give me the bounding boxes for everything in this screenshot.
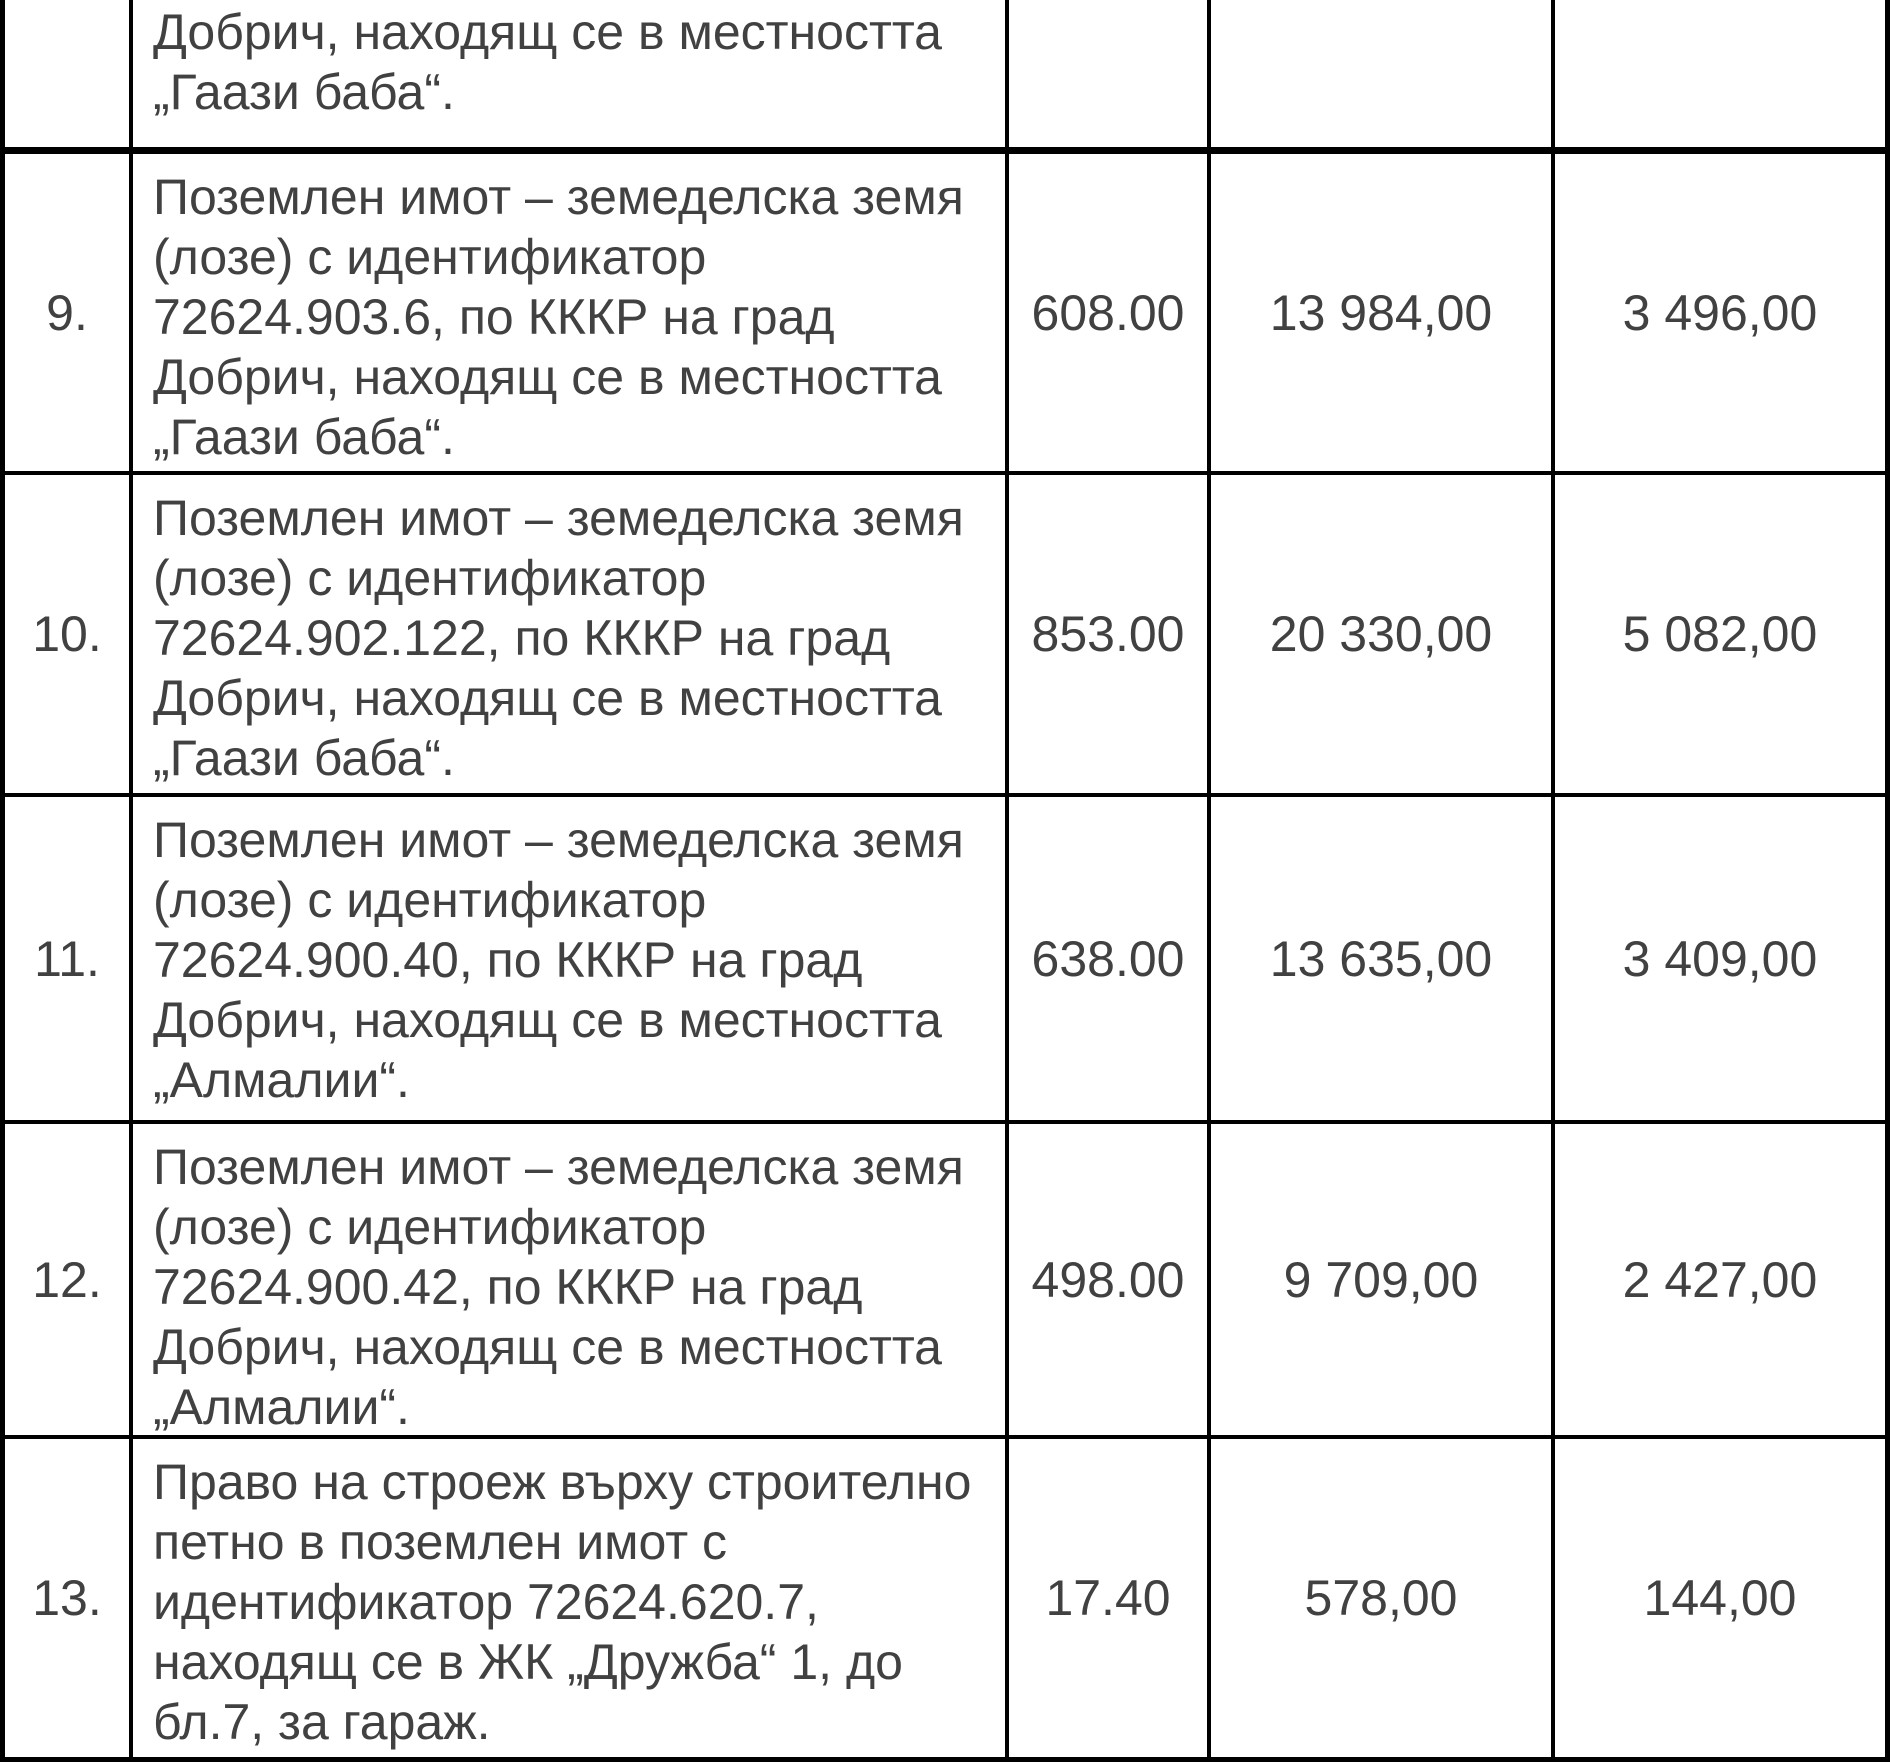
description-cell <box>133 1439 1009 1757</box>
row-number-cell: 13. <box>5 1439 133 1757</box>
value-cell: 578,00 <box>1211 1439 1555 1757</box>
description-cell <box>133 797 1009 1120</box>
area-cell: 853.00 <box>1009 475 1211 793</box>
description-cell <box>133 154 1009 471</box>
table-row <box>5 475 1885 797</box>
description-line: (лозе) с идентификатор <box>153 550 707 606</box>
description-line: Право на строеж върху строително <box>153 1454 972 1510</box>
description-line: „Гаази баба“. <box>153 409 455 465</box>
table-row <box>5 0 1885 154</box>
description-cell <box>133 1124 1009 1435</box>
table-row <box>5 797 1885 1124</box>
area-cell: 17.40 <box>1009 1439 1211 1757</box>
value-cell: 20 330,00 <box>1211 475 1555 793</box>
description-line: 72624.902.122, по КККР на град <box>153 610 891 666</box>
description-line: „Алмалии“. <box>153 1052 410 1108</box>
description-line: „Гаази баба“. <box>153 730 455 786</box>
description-line: 72624.900.42, по КККР на град <box>153 1259 863 1315</box>
value-cell: 5 082,00 <box>1555 475 1885 793</box>
value-cell <box>1211 0 1555 147</box>
description-cell <box>133 475 1009 793</box>
description-line: Добрич, находящ се в местността <box>153 4 942 60</box>
value-cell: 2 427,00 <box>1555 1124 1885 1435</box>
description-line: (лозе) с идентификатор <box>153 872 707 928</box>
row-number-cell <box>5 0 133 147</box>
value-cell: 13 984,00 <box>1211 154 1555 471</box>
description-line: „Алмалии“. <box>153 1379 410 1435</box>
table-row <box>5 1124 1885 1439</box>
description-line: идентификатор 72624.620.7, <box>153 1574 819 1630</box>
description-line: Добрич, находящ се в местността <box>153 670 942 726</box>
area-cell: 608.00 <box>1009 154 1211 471</box>
area-cell <box>1009 0 1211 147</box>
description-line: (лозе) с идентификатор <box>153 1199 707 1255</box>
area-cell: 498.00 <box>1009 1124 1211 1435</box>
description-line: бл.7, за гараж. <box>153 1694 491 1750</box>
description-line: Поземлен имот – земеделска земя <box>153 812 964 868</box>
table-row <box>5 154 1885 475</box>
description-line: Добрич, находящ се в местността <box>153 1319 942 1375</box>
description-line: петно в поземлен имот с <box>153 1514 728 1570</box>
description-line: Добрич, находящ се в местността <box>153 349 942 405</box>
description-line: Добрич, находящ се в местността <box>153 992 942 1048</box>
value-cell: 3 409,00 <box>1555 797 1885 1120</box>
row-number-cell: 12. <box>5 1124 133 1435</box>
description-line: 72624.900.40, по КККР на град <box>153 932 863 988</box>
table-row <box>5 1439 1885 1757</box>
description-line: (лозе) с идентификатор <box>153 229 707 285</box>
row-number-cell: 9. <box>5 154 133 471</box>
description-line: Поземлен имот – земеделска земя <box>153 490 964 546</box>
description-line: Поземлен имот – земеделска земя <box>153 1139 964 1195</box>
value-cell: 3 496,00 <box>1555 154 1885 471</box>
description-line: Поземлен имот – земеделска земя <box>153 169 964 225</box>
description-line: находящ се в ЖК „Дружба“ 1, до <box>153 1634 903 1690</box>
description-line: „Гаази баба“. <box>153 64 455 120</box>
value-cell: 9 709,00 <box>1211 1124 1555 1435</box>
row-number-cell: 10. <box>5 475 133 793</box>
value-cell <box>1555 0 1885 147</box>
row-number-cell: 11. <box>5 797 133 1120</box>
description-cell <box>133 0 1009 147</box>
area-cell: 638.00 <box>1009 797 1211 1120</box>
value-cell: 13 635,00 <box>1211 797 1555 1120</box>
description-line: 72624.903.6, по КККР на град <box>153 289 835 345</box>
value-cell: 144,00 <box>1555 1439 1885 1757</box>
